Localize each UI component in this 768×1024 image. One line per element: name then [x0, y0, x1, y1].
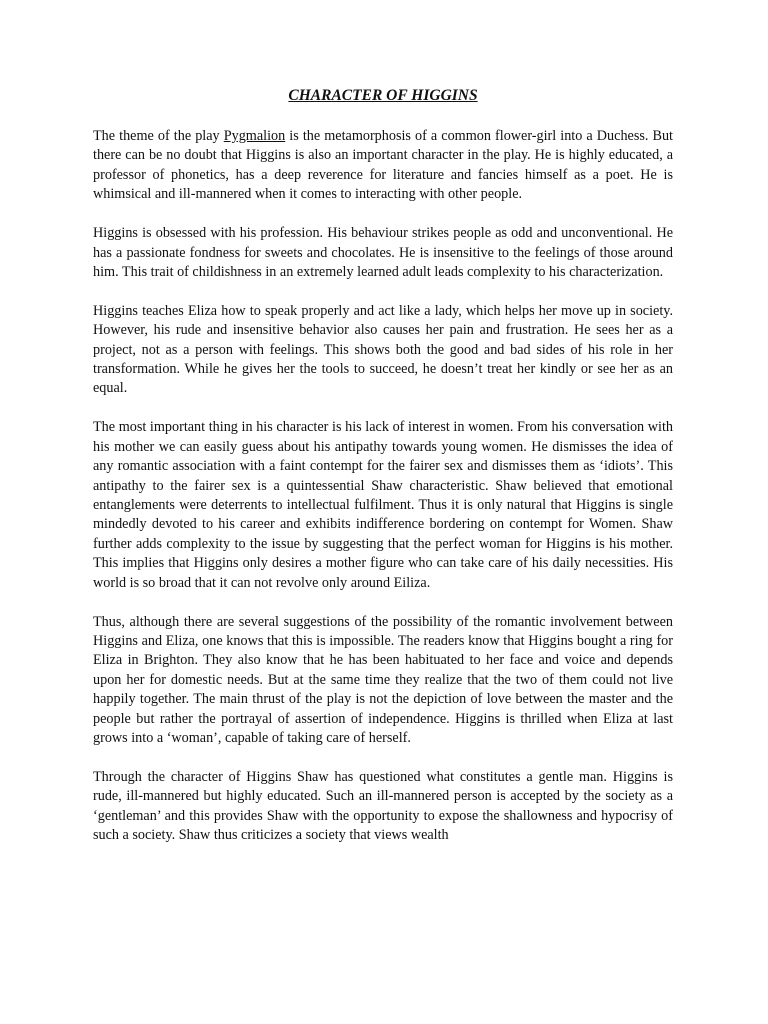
paragraph-theme	[93, 127, 673, 205]
paragraph-women: The most important thing in his character is his lack of interest in women. From his conversation with his mother we can easily guess about his antipathy towards young women. He dismisses the idea of any romantic association with a faint contempt for the fairer sex and dismisses them as ‘idiots’. This antipathy to the fairer sex is a quintessential Shaw characteristic. Shaw believed that emotional entanglements were deterrents to intellectual fulfilment. Thus it is only natural that Higgins is single mindedly devoted to his career and exhibits indifference bordering on contempt for Women. Shaw further adds complexity to the issue by suggesting that the perfect woman for Higgins is his mother. This implies that Higgins only desires a mother figure who can take care of his daily necessities. His world is so broad that it can not revolve only around Eiliza.	[93, 419, 673, 591]
document-page	[93, 0, 673, 846]
paragraph-text: is the metamorphosis of a common flower-girl into a Duchess. But there can be no doubt that Higgins is also an important character in the play. He is highly educated, a professor of phonetics, has a deep reverence for literature and fancies himself as a poet. He is whimsical and ill-mannered when it comes to interacting with other people.	[93, 128, 673, 203]
document-title: CHARACTER OF HIGGINS	[288, 87, 478, 104]
paragraph-obsession: Higgins is obsessed with his profession. His behaviour strikes people as odd and unconventional. He has a passionate fondness for sweets and chocolates. He is insensitive to the feelings of those around him. This trait of childishness in an extremely learned adult leads complexity to his characterization.	[93, 225, 673, 280]
paragraph-gentleman: Through the character of Higgins Shaw has questioned what constitutes a gentle man. Higgins is rude, ill-mannered but highly educated. Such an ill-mannered person is accepted by the society as a ‘gentleman’ and this provides Shaw with the opportunity to expose the shallowness and hypocrisy of such a society. Shaw thus criticizes a society that views wealth	[93, 768, 673, 844]
paragraph-teaching: Higgins teaches Eliza how to speak properly and act like a lady, which helps her move up in society. However, his rude and insensitive behavior also causes her pain and frustration. He sees her as a project, not as a person with feelings. This shows both the good and bad sides of his role in her transformation. While he gives her the tools to succeed, he doesn’t treat her kindly or see her as an equal.	[93, 302, 673, 397]
paragraph-romance: Thus, although there are several suggestions of the possibility of the romantic involvement between Higgins and Eliza, one knows that this is impossible. The readers know that Higgins bought a ring for Eliza in Brighton. They also know that he has been habituated to her face and voice and depends upon her for domestic needs. But at the same time they realize that the two of them could not live happily together. The main thrust of the play is not the depiction of love between the master and the people but rather the portrayal of assertion of independence. Higgins is thrilled when Eliza at last grows into a ‘woman’, capable of taking care of herself.	[93, 613, 673, 746]
paragraph-text: The theme of the play	[93, 128, 224, 144]
play-title-pygmalion: Pygmalion	[223, 128, 286, 144]
